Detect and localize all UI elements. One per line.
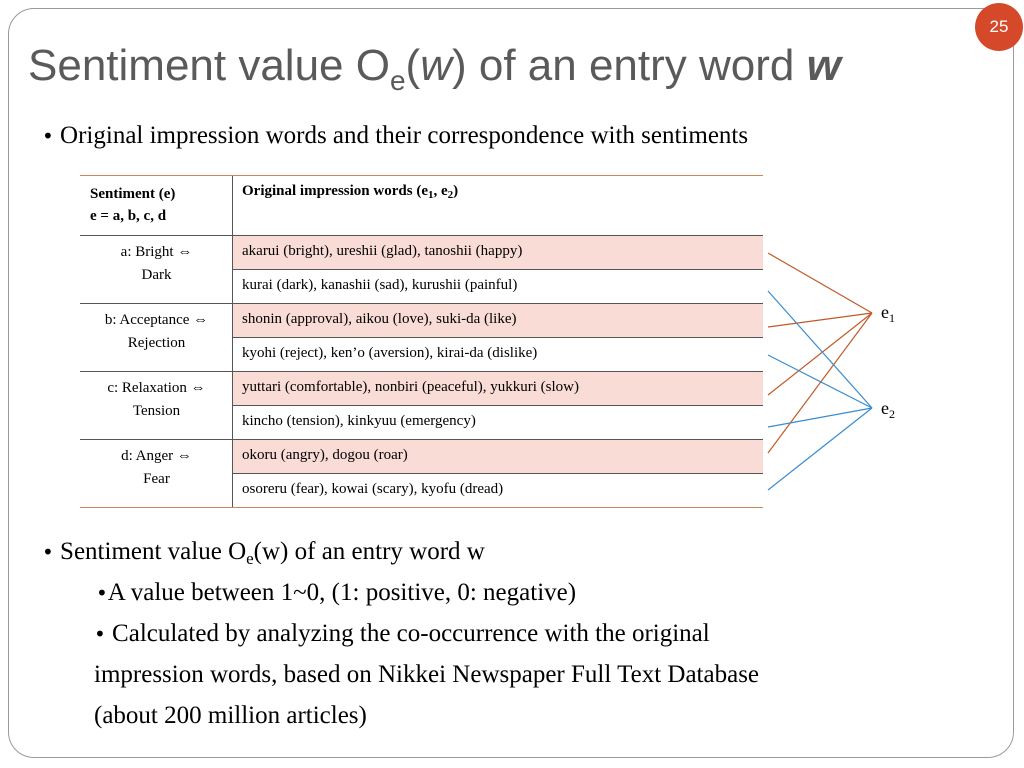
e2-line-a (768, 291, 872, 408)
sentiment-line2: Fear (143, 471, 170, 487)
title-subscript: e (389, 65, 406, 96)
sentiment-line2: Tension (132, 403, 181, 419)
title-text: Sentiment value O (28, 41, 390, 90)
title-w-italic: w (420, 41, 452, 90)
bullet-text: Calculated by analyzing the co-occurrence with the original (112, 620, 710, 647)
bullet-text: A value between 1~0, (1: positive, 0: negative) (107, 579, 577, 606)
e1-label (881, 302, 895, 326)
title-text-mid: ) of an entry word (451, 41, 807, 90)
bullet-text-post: (w) of an entry word w (253, 538, 485, 565)
bullet-sentiment-value (42, 538, 485, 569)
bullet-value-range (96, 579, 576, 607)
sentiment-line1: b: Acceptance ⇔ (104, 312, 209, 328)
impression-row-b-positive: shonin (approval), aikou (love), suki-da (like) (233, 303, 763, 337)
impression-row-d-positive: okoru (angry), dogou (roar) (233, 439, 763, 473)
bullet-dot: • (96, 581, 108, 605)
e1-line-a (768, 253, 872, 313)
bullet-calculated-line3: (about 200 million articles) (94, 702, 367, 729)
bullet-dot: • (42, 124, 54, 148)
impression-row-d-negative: osoreru (fear), kowai (scary), kyofu (dread) (233, 473, 763, 507)
e2-label (881, 398, 895, 422)
sentiment-line1: c: Relaxation ⇔ (107, 380, 206, 396)
header-words-post: ) (453, 183, 459, 199)
impression-row-a-positive: akarui (bright), ureshii (glad), tanoshii (happy) (233, 235, 763, 269)
sentiment-line2: Dark (141, 267, 172, 283)
header-words-mid: , e (433, 183, 448, 199)
e1-sub: 1 (889, 311, 895, 325)
bullet-subscript: e (246, 549, 254, 568)
e2-line-b (768, 355, 872, 408)
e2-lines (768, 291, 872, 490)
header-sentiment-line2: e = a, b, c, d (90, 208, 167, 224)
bullet-calculated-line2: impression words, based on Nikkei Newspaper Full Text Database (94, 661, 760, 688)
title-w-bold: w (806, 41, 841, 90)
header-words-text: Original impression words (e (242, 183, 428, 199)
impression-row-c-negative: kincho (tension), kinkyuu (emergency) (233, 405, 763, 439)
bullet-dot: • (94, 622, 106, 646)
sentiment-line2: Rejection (127, 335, 186, 351)
e1-base: e (881, 302, 889, 322)
e2-line-d (768, 408, 872, 490)
bullet-text: Original impression words and their correspondence with sentiments (60, 122, 749, 149)
header-words-sub1: 1 (427, 189, 434, 201)
impression-row-b-negative: kyohi (reject), ken’o (aversion), kirai-da (dislike) (233, 337, 763, 371)
e2-base: e (881, 398, 889, 418)
sentiment-line1: a: Bright ⇔ (120, 244, 193, 260)
bullet-calculated-line1 (94, 620, 710, 648)
e1-lines (768, 253, 872, 453)
e2-line-c (768, 408, 872, 427)
title-paren-open: ( (405, 41, 421, 90)
e2-sub: 2 (889, 407, 895, 421)
page-number-badge: 25 (975, 3, 1023, 51)
sentiment-line1: d: Anger ⇔ (121, 448, 192, 464)
header-words-sub2: 2 (447, 189, 454, 201)
bullet-dot: • (42, 540, 54, 564)
bullet-text: Sentiment value O (60, 538, 247, 565)
impression-row-a-negative: kurai (dark), kanashii (sad), kurushii (painful) (233, 269, 763, 303)
impression-row-c-positive: yuttari (comfortable), nonbiri (peaceful), yukkuri (slow) (233, 371, 763, 405)
header-sentiment-line1: Sentiment (e) (90, 186, 176, 202)
